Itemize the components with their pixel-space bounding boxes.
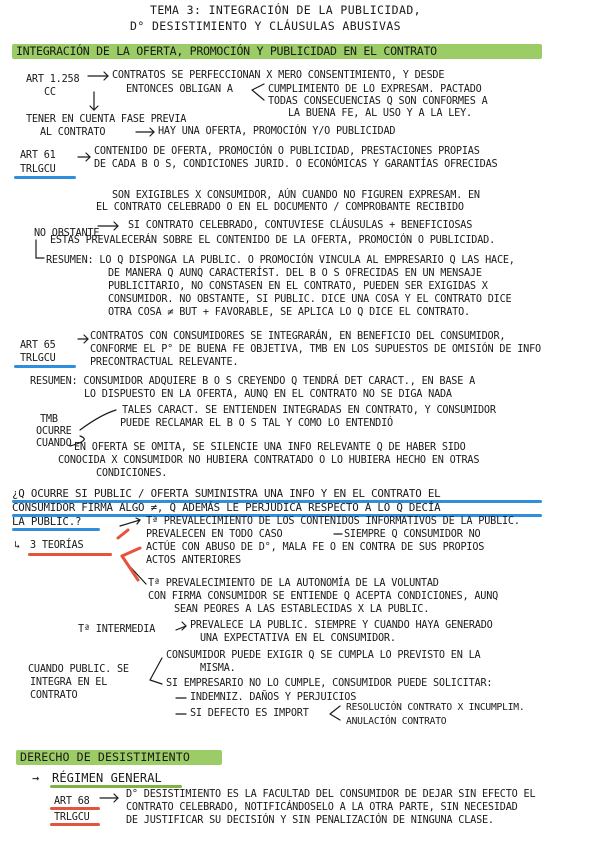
- art68-line-3: DE JUSTIFICAR SU DECISIÓN Y SIN PENALIZACIÓN DE NINGUNA CLASE.: [126, 815, 494, 826]
- teoria1-line-2: PREVALECEN EN TODO CASO: [146, 529, 283, 540]
- art61-resumen: RESUMEN: LO Q DISPONGA LA PUBLIC. O PROMOCIÓN VINCULA AL EMPRESARIO Q LAS HACE,: [46, 255, 515, 266]
- art1258-line2: ENTONCES OBLIGAN A: [126, 84, 233, 95]
- title-line-2: D° DESISTIMIENTO Y CLÁUSULAS ABUSIVAS: [130, 19, 401, 33]
- teoria1-line-4: ACTÚE CON ABUSO DE D°, MALA FE O EN CONTRA DE SUS PROPIOS: [146, 542, 485, 553]
- art61-line4: EL CONTRATO CELEBRADO O EN EL DOCUMENTO / COMPROBANTE RECIBIDO: [96, 202, 464, 213]
- teorias-red-marks: [118, 530, 140, 580]
- art65-label: ART 65: [20, 340, 56, 351]
- teoria2-line-3: SEAN PEORES A LAS ESTABLECIDAS X LA PUBLIC.: [174, 604, 430, 615]
- art61-code: TRLGCU: [20, 164, 56, 175]
- art1258-line1: CONTRATOS SE PERFECCIONAN X MERO CONSENTIMIENTO, Y DESDE: [112, 70, 445, 81]
- integra-b-3: SI DEFECTO ES IMPORT: [190, 708, 309, 719]
- arrow-tmb-1: [80, 410, 116, 430]
- art1258-prev2: AL CONTRATO: [40, 127, 106, 138]
- art65-case-3: EN OFERTA SE OMITA, SE SILENCIE UNA INFO RELEVANTE Q DE HABER SIDO: [74, 442, 466, 453]
- integra-label-1: CUANDO PUBLIC. SE: [28, 664, 129, 675]
- art61-label: ART 61: [20, 150, 56, 161]
- art65-tmb-2: OCURRE: [36, 426, 72, 437]
- integra-label-3: CONTRATO: [30, 690, 78, 701]
- section1-heading: INTEGRACIÓN DE LA OFERTA, PROMOCIÓN Y PUBLICIDAD EN EL CONTRATO: [16, 44, 437, 58]
- art65-line2: CONFORME EL P° DE BUENA FE OBJETIVA, TMB EN LOS SUPUESTOS DE OMISIÓN DE INFO: [90, 344, 541, 355]
- art61-line5: SI CONTRATO CELEBRADO, CONTUVIESE CLÁUSULAS + BENEFICIOSAS: [128, 220, 473, 231]
- art1258-label: ART 1.258: [26, 74, 80, 85]
- section2-heading: DERECHO DE DESISTIMIENTO: [20, 750, 190, 764]
- teoria1-line-1: Tª PREVALECIMIENTO DE LOS CONTENIDOS INFORMATIVOS DE LA PUBLIC.: [146, 516, 520, 527]
- art61-resumen-4: CONSUMIDOR. NO OBSTANTE, SI PUBLIC. DICE UNA COSA Y EL CONTRATO DICE: [108, 294, 512, 305]
- art68-line-1: D° DESISTIMIENTO ES LA FACULTAD DEL CONSUMIDOR DE DEJAR SIN EFECTO EL: [126, 789, 536, 800]
- art65-line3: PRECONTRACTUAL RELEVANTE.: [90, 357, 239, 368]
- art1258-code: CC: [44, 87, 56, 98]
- brace-integra: [150, 658, 162, 684]
- art65-case-4: CONOCIDA X CONSUMIDOR NO HUBIERA CONTRATADO O LO HUBIERA HECHO EN OTRAS: [58, 455, 480, 466]
- brace-defecto: [330, 706, 340, 720]
- art1258-prev1: TENER EN CUENTA FASE PREVIA: [26, 114, 187, 125]
- art61-resumen-2: DE MANERA Q AUNQ CARACTERÍST. DEL B O S OFRECIDAS EN UN MENSAJE: [108, 268, 482, 279]
- art61-resumen-5: OTRA COSA ≠ BUT + FAVORABLE, SE APLICA LO Q DICE EL CONTRATO.: [108, 307, 470, 318]
- arrow-resumen61: [36, 240, 44, 258]
- title-line-1: TEMA 3: INTEGRACIÓN DE LA PUBLICIDAD,: [150, 3, 421, 17]
- integra-a-1: CONSUMIDOR PUEDE EXIGIR Q SE CUMPLA LO PREVISTO EN LA: [166, 650, 481, 661]
- art1258-line3: TODAS CONSECUENCIAS Q SON CONFORMES A: [268, 96, 488, 107]
- art61-line2: DE CADA B O S, CONDICIONES JURID. O ECONÓMICAS Y GARANTÍAS OFRECIDAS: [94, 159, 498, 170]
- integra-b-5: ANULACIÓN CONTRATO: [346, 716, 447, 727]
- teoria3-line-1: PREVALECE LA PUBLIC. SIEMPRE Y CUANDO HAYA GENERADO: [190, 620, 493, 631]
- art65-resumen-2: LO DISPUESTO EN LA OFERTA, AUNQ EN EL CONTRATO NO SE DIGA NADA: [84, 389, 452, 400]
- teoria2-line-2: CON FIRMA CONSUMIDOR SE ENTIENDE Q ACEPTA CONDICIONES, AUNQ: [148, 591, 499, 602]
- art68-code: TRLGCU: [54, 812, 90, 823]
- integra-b-2: INDEMNIZ. DAÑOS Y PERJUICIOS: [190, 692, 357, 703]
- teorias-arrow: ↳: [14, 540, 20, 551]
- art61-noobstante: NO OBSTANTE: [34, 228, 100, 239]
- art65-case-2: PUEDE RECLAMAR EL B O S TAL Y COMO LO ENTENDIÓ: [120, 418, 393, 429]
- teorias-label: 3 TEORÍAS: [30, 540, 84, 551]
- teoria2-line-1: Tª PREVALECIMIENTO DE LA AUTONOMÍA DE LA VOLUNTAD: [148, 578, 439, 589]
- art68-line-2: CONTRATO CELEBRADO, NOTIFICÁNDOSELO A LA OTRA PARTE, SIN NECESIDAD: [126, 802, 518, 813]
- question-line-2: CONSUMIDOR FIRMA ALGO ≠, Q ADEMÁS LE PERJUDICA RESPECTO A LO Q DECÍA: [12, 501, 441, 514]
- art65-tmb-3: CUANDO: [36, 438, 72, 449]
- art61-line3: SON EXIGIBLES X CONSUMIDOR, AÚN CUANDO NO FIGUREN EXPRESAM. EN: [112, 190, 480, 201]
- question-line-1: ¿Q OCURRE SI PUBLIC / OFERTA SUMINISTRA UNA INFO Y EN EL CONTRATO EL: [12, 487, 441, 500]
- art65-resumen: RESUMEN: CONSUMIDOR ADQUIERE B O S CREYENDO Q TENDRÁ DET CARACT., EN BASE A: [30, 376, 476, 387]
- teoria3-label: Tª INTERMEDIA: [78, 624, 156, 635]
- integra-a-2: MISMA.: [200, 663, 236, 674]
- art65-code: TRLGCU: [20, 353, 56, 364]
- art61-resumen-3: PUBLICITARIO, NO CONSTASEN EN EL CONTRATO, PUEDEN SER EXIGIDAS X: [108, 281, 488, 292]
- regimen-label: RÉGIMEN GENERAL: [52, 771, 162, 785]
- teoria3-line-2: UNA EXPECTATIVA EN EL CONSUMIDOR.: [200, 633, 396, 644]
- art65-case-1: TALES CARACT. SE ENTIENDEN INTEGRADAS EN CONTRATO, Y CONSUMIDOR: [122, 405, 496, 416]
- integra-b-4: RESOLUCIÓN CONTRATO X INCUMPLIM.: [346, 702, 525, 713]
- question-line-3: LA PUBLIC.?: [12, 515, 82, 528]
- brace-art1258: [252, 84, 264, 100]
- teoria1-line-5: ACTOS ANTERIORES: [146, 555, 241, 566]
- art65-tmb-1: TMB: [40, 414, 58, 425]
- regimen-arrow: →: [32, 771, 40, 785]
- integra-b-1: SI EMPRESARIO NO LO CUMPLE, CONSUMIDOR PUEDE SOLICITAR:: [166, 678, 493, 689]
- art1258-line2b: CUMPLIMIENTO DE LO EXPRESAM. PACTADO: [268, 84, 482, 95]
- arrow-tmb-2: [70, 436, 84, 446]
- art61-line1: CONTENIDO DE OFERTA, PROMOCIÓN O PUBLICIDAD, PRESTACIONES PROPIAS: [94, 146, 480, 157]
- art61-line6: ESTAS PREVALECERÁN SOBRE EL CONTENIDO DE LA OFERTA, PROMOCIÓN O PUBLICIDAD.: [50, 235, 496, 246]
- teoria1-line-3: SIEMPRE Q CONSUMIDOR NO: [344, 529, 481, 540]
- arrow-t1: [120, 520, 140, 526]
- art65-line1: CONTRATOS CON CONSUMIDORES SE INTEGRARÁN, EN BENEFICIO DEL CONSUMIDOR,: [90, 331, 506, 342]
- art1258-line4: LA BUENA FE, AL USO Y A LA LEY.: [288, 108, 472, 119]
- integra-label-2: INTEGRA EN EL: [30, 677, 108, 688]
- art65-case-5: CONDICIONES.: [96, 468, 168, 479]
- art68-label: ART 68: [54, 796, 90, 807]
- art1258-prev2b: HAY UNA OFERTA, PROMOCIÓN Y/O PUBLICIDAD: [158, 126, 396, 137]
